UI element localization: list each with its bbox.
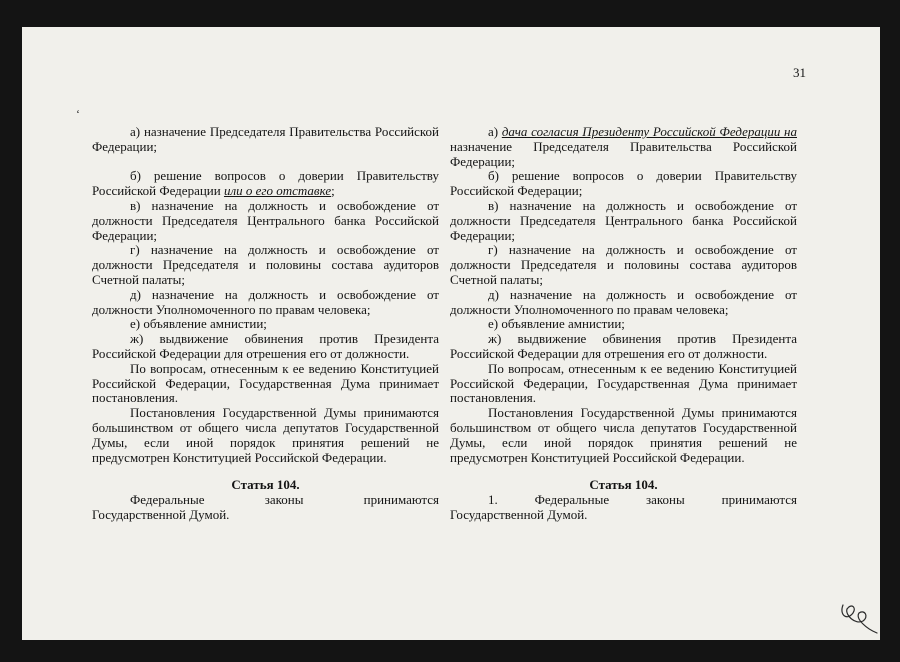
left-amendment: или о его отставке — [223, 183, 332, 199]
scan-mark: ‘ — [76, 107, 80, 121]
document-page — [22, 27, 880, 640]
page-number: 31 — [793, 65, 806, 80]
left-article-line: Федеральные законы принимаются — [130, 492, 439, 508]
left-item-g: г) назначение на должность и освобождение от должности Председателя и половины состава аудиторов Счетной палаты; — [92, 242, 439, 287]
left-item-zh: ж) выдвижение обвинения против Президента Российской Федерации для отрешения его от должности. — [92, 331, 439, 361]
left-article-heading: Статья 104. — [231, 477, 300, 493]
right-article-rest: Государственной Думой. — [450, 506, 588, 522]
left-item-v: в) назначение на должность и освобождение от должности Председателя Центрального банка Российской Федерации; — [92, 197, 439, 243]
left-item-e: е) объявление амнистии; — [130, 316, 267, 332]
right-item-v: в) назначение на должность и освобождение от должности Председателя Центрального банка Российской Федерации; — [450, 197, 797, 243]
right-amendment: дача согласия Президенту Российской Федерации на — [501, 124, 797, 139]
handwritten-initials — [837, 597, 883, 639]
left-item-b: б) решение вопросов о доверии Правительству Российской Федерации или о его отставке; — [92, 168, 439, 199]
left-item-d: д) назначение на должность и освобождение от должности Уполномоченного по правам человека; — [92, 286, 439, 317]
right-article-heading: Статья 104. — [589, 477, 658, 493]
right-item-d: д) назначение на должность и освобождение от должности Уполномоченного по правам человека; — [450, 286, 797, 317]
right-paragraph-3: Постановления Государственной Думы принимаются большинством от общего числа депутатов Государственной Думы, если иной порядок принятия решений не предусмотрен Конституцией Российской Федерации. — [450, 405, 797, 465]
right-item-e: е) объявление амнистии; — [488, 316, 625, 332]
left-column — [92, 125, 439, 523]
right-article-line: 1. Федеральные законы принимаются — [488, 492, 797, 508]
left-paragraph-3: Постановления Государственной Думы принимаются большинством от общего числа депутатов Государственной Думы, если иной порядок принятия решений не предусмотрен Конституцией Российской Федерации. — [92, 405, 439, 465]
left-item-a: а) назначение Председателя Правительства Российской Федерации; — [92, 124, 439, 154]
right-item-g: г) назначение на должность и освобождение от должности Председателя и половины состава аудиторов Счетной палаты; — [450, 242, 797, 287]
right-paragraph-2: По вопросам, отнесенным к ее ведению Конституцией Российской Федерации, Государственная Дума принимает постановления. — [450, 360, 797, 406]
right-item-a: а) дача согласия Президенту Российской Федерации на назначение Председателя Правительства Российской Федерации; — [450, 124, 797, 169]
left-paragraph-2: По вопросам, отнесенным к ее ведению Конституцией Российской Федерации, Государственная Дума принимает постановления. — [92, 360, 439, 406]
left-article-rest: Государственной Думой. — [92, 506, 230, 522]
right-item-zh: ж) выдвижение обвинения против Президента Российской Федерации для отрешения его от должности. — [450, 331, 797, 361]
right-column — [450, 125, 797, 523]
right-item-b: б) решение вопросов о доверии Правительству Российской Федерации; — [450, 168, 797, 199]
